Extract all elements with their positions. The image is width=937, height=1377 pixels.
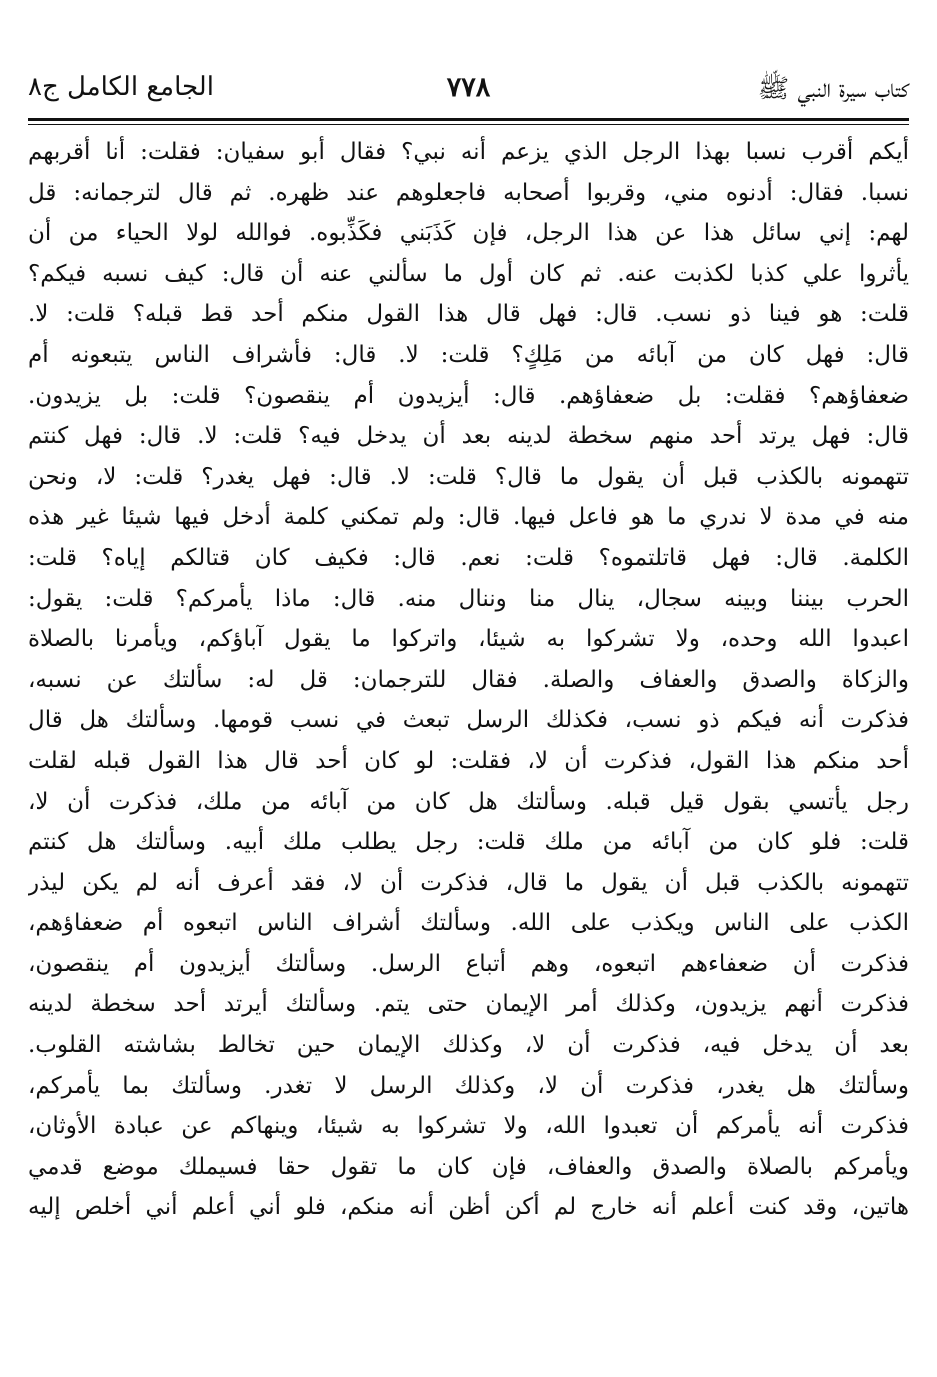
text-line: قلت: هو فينا ذو نسب. قال: فهل قال هذا القول منكم أحد قط قبله؟ قلت: لا.	[28, 301, 909, 328]
text-line: يأثروا علي كذبا لكذبت عنه. ثم كان أول ما سألني عنه أن قال: كيف نسبه فيكم؟	[28, 260, 909, 287]
header-divider-thin	[28, 124, 909, 125]
text-line: اعبدوا الله وحده، ولا تشركوا به شيئا، واتركوا ما يقول آباؤكم، ويأمرنا بالصلاة	[28, 626, 909, 653]
text-line: أيكم أقرب نسبا بهذا الرجل الذي يزعم أنه نبي؟ فقال أبو سفيان: فقلت: أنا أقربهم	[28, 139, 909, 165]
page-header	[28, 62, 909, 112]
text-line: فذكرت أنه فيكم ذو نسب، فكذلك الرسل تبعث في نسب قومها. وسألتك هل قال	[28, 707, 909, 734]
header-divider	[28, 118, 909, 121]
text-line: قال: فهل يرتد أحد منهم سخطة لدينه بعد أن يدخل فيه؟ قلت: لا. قال: فهل كنتم	[28, 423, 909, 450]
text-line: تتهمونه بالكذب قبل أن يقول ما قال؟ قلت: لا. قال: فهل يغدر؟ قلت: لا، ونحن	[28, 463, 909, 490]
page-body	[28, 132, 909, 1228]
text-line: قلت: فلو كان من آبائه من ملك قلت: رجل يطلب ملك أبيه. وسألتك هل كنتم	[28, 829, 909, 856]
text-line: رجل يأتسي بقول قيل قبله. وسألتك هل كان من آبائه من ملك، فذكرت أن لا،	[28, 788, 909, 815]
text-line: فذكرت أنهم يزيدون، وكذلك أمر الإيمان حتى يتم. وسألتك أيرتد أحد سخطة لدينه	[28, 991, 909, 1018]
text-line: فذكرت أن ضعفاءهم اتبعوه، وهم أتباع الرسل. وسألتك أيزيدون أم ينقصون،	[28, 950, 909, 977]
text-line: قال: فهل كان من آبائه من مَلِكٍ؟ قلت: لا. قال: فأشراف الناس يتبعونه أم	[28, 341, 909, 368]
text-line: بعد أن يدخل فيه، فذكرت أن لا، وكذلك الإيمان حين تخالط بشاشته القلوب.	[28, 1032, 909, 1059]
page-number: ٧٧٨	[446, 72, 491, 103]
running-title-book: كتاب سيرة النبي ﷺ	[757, 74, 909, 104]
text-line: ضعفاؤهم؟ فقلت: بل ضعفاؤهم. قال: أيزيدون أم ينقصون؟ قلت: بل يزيدون.	[28, 382, 909, 409]
text-line: فذكرت أنه يأمركم أن تعبدوا الله، ولا تشركوا به شيئا، وينهاكم عن عبادة الأوثان،	[28, 1113, 909, 1140]
text-line: لهم: إني سائل هذا عن هذا الرجل، فإن كَذَبَني فكَذِّبوه. فوالله لولا الحياء من أن	[28, 220, 909, 247]
text-line: الحرب بيننا وبينه سجال، ينال منا وننال منه. قال: ماذا يأمركم؟ قلت: يقول:	[28, 585, 909, 612]
running-title-volume: الجامع الكامل ج٨	[28, 72, 214, 102]
text-line: الكذب على الناس ويكذب على الله. وسألتك أشراف الناس اتبعوه أم ضعفاؤهم،	[28, 910, 909, 937]
text-line: هاتين، وقد كنت أعلم أنه خارج لم أكن أظن أنه منكم، فلو أني أعلم أني أخلص إليه	[28, 1194, 909, 1221]
text-line: نسبا. فقال: أدنوه مني، وقربوا أصحابه فاجعلوهم عند ظهره. ثم قال لترجمانه: قل	[28, 179, 909, 206]
text-line: أحد منكم هذا القول، فذكرت أن لا، فقلت: لو كان أحد قال هذا القول قبله لقلت	[28, 747, 909, 774]
text-line: وسألتك هل يغدر، فذكرت أن لا، وكذلك الرسل لا تغدر. وسألتك بما يأمركم،	[28, 1072, 909, 1099]
text-line: تتهمونه بالكذب قبل أن يقول ما قال، فذكرت أن لا، فقد أعرف أنه لم يكن ليذر	[28, 869, 909, 896]
text-line: ويأمركم بالصلاة والصدق والعفاف، فإن كان ما تقول حقا فسيملك موضع قدمي	[28, 1153, 909, 1180]
text-line: منه في مدة لا ندري ما هو فاعل فيها. قال: ولم تمكني كلمة أدخل فيها شيئا غير هذه	[28, 504, 909, 531]
text-line: الكلمة. قال: فهل قاتلتموه؟ قلت: نعم. قال: فكيف كان قتالكم إياه؟ قلت:	[28, 544, 909, 571]
text-line: والزكاة والصدق والعفاف والصلة. فقال للترجمان: قل له: سألتك عن نسبه،	[28, 666, 909, 693]
